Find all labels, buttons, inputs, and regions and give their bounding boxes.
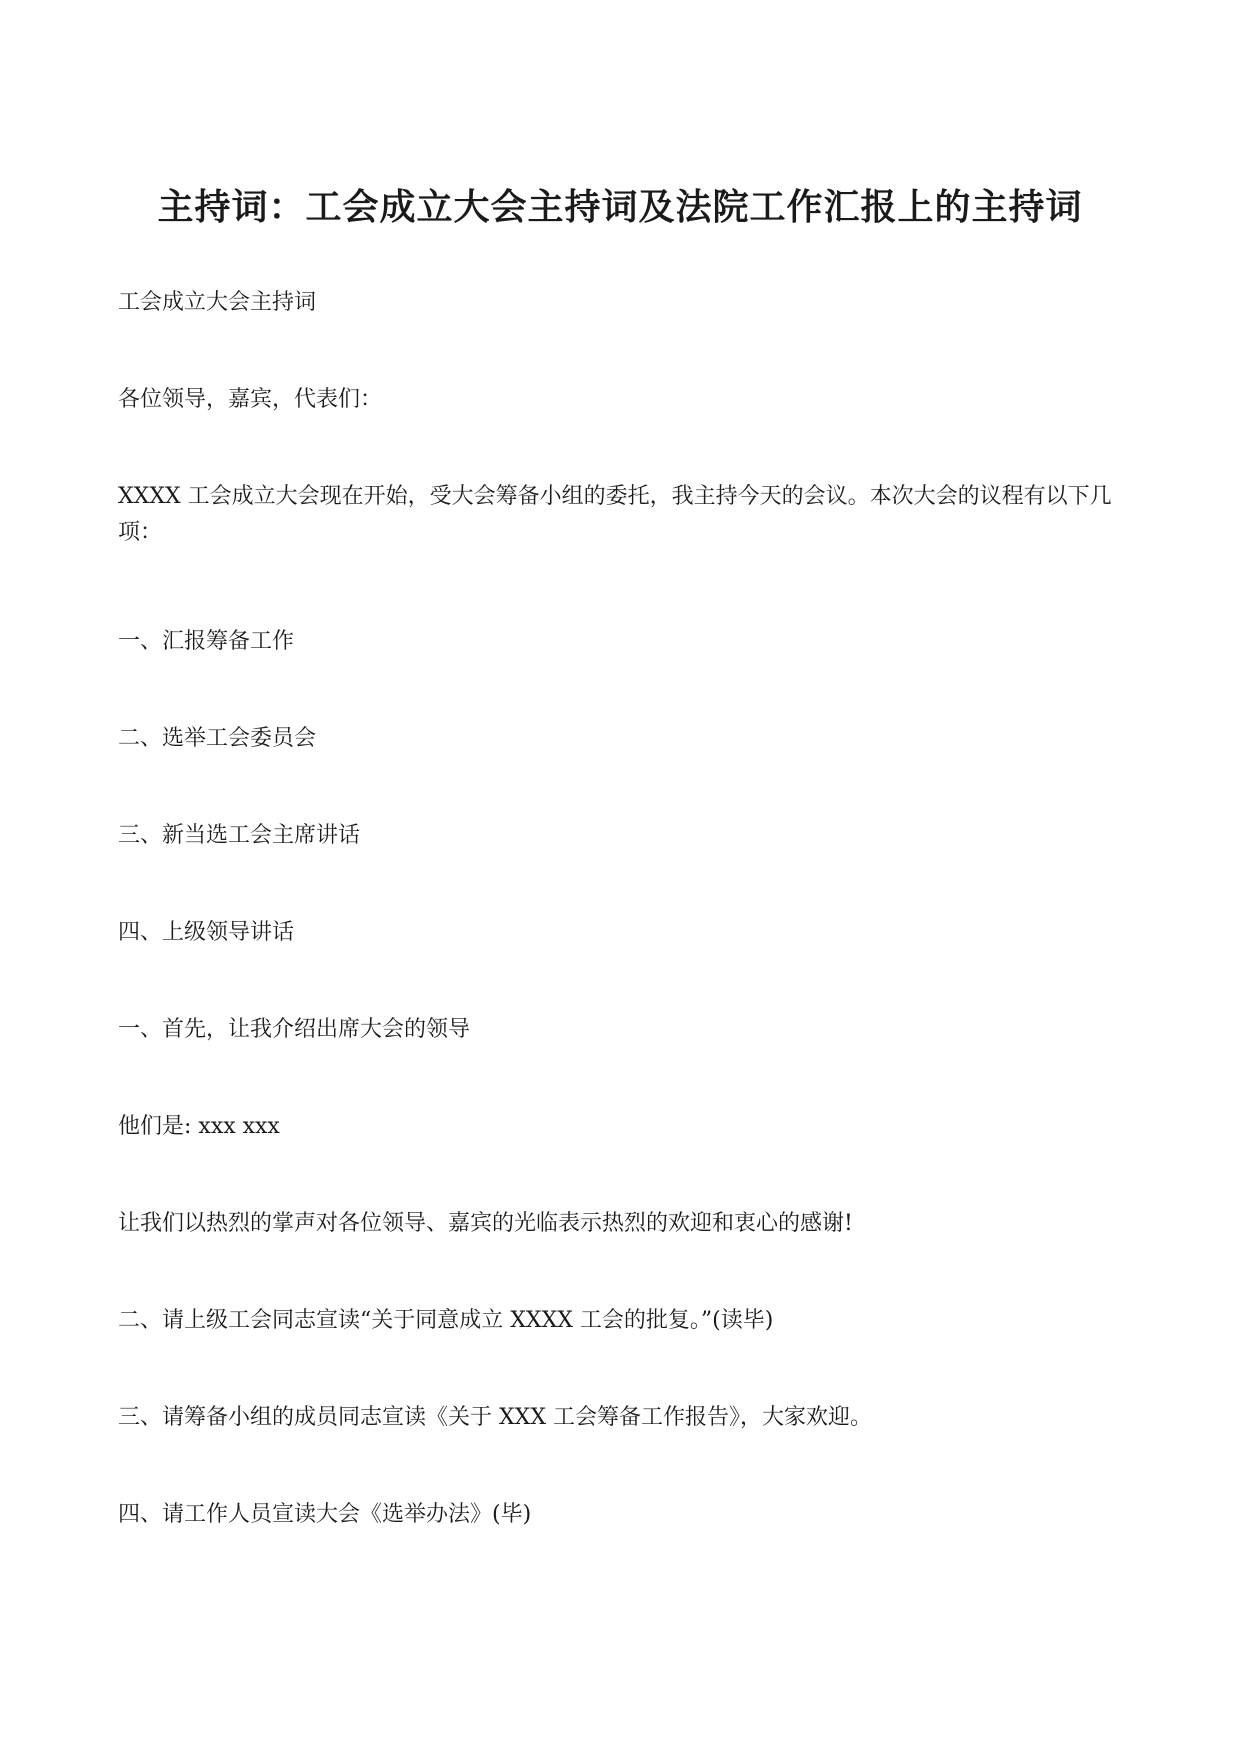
body-paragraph: 四、请工作人员宣读大会《选举办法》(毕) (118, 1502, 532, 1527)
body-paragraph: 他们是: xxx xxx (118, 1114, 280, 1139)
agenda-item: 一、汇报筹备工作 (118, 629, 295, 654)
body-paragraph: 让我们以热烈的掌声对各位领导、嘉宾的光临表示热烈的欢迎和衷心的感谢! (118, 1211, 853, 1236)
body-paragraph: 一、首先，让我介绍出席大会的领导 (118, 1017, 471, 1042)
agenda-item: 四、上级领导讲话 (118, 920, 295, 945)
agenda-item: 二、选举工会委员会 (118, 726, 317, 751)
opening-paragraph: XXXX 工会成立大会现在开始，受大会筹备小组的委托，我主持今天的会议。本次大会的议程有以下几项： (118, 484, 1112, 545)
agenda-item: 三、新当选工会主席讲话 (118, 823, 361, 848)
section-heading: 工会成立大会主持词 (118, 290, 317, 315)
body-paragraph: 二、请上级工会同志宣读“关于同意成立 XXXX 工会的批复。”(读毕) (118, 1308, 774, 1333)
body-paragraph: 三、请筹备小组的成员同志宣读《关于 XXX 工会筹备工作报告》，大家欢迎。 (118, 1405, 872, 1430)
salutation-paragraph: 各位领导，嘉宾，代表们： (118, 387, 383, 412)
document-title: 主持词：工会成立大会主持词及法院工作汇报上的主持词 (157, 186, 1083, 229)
